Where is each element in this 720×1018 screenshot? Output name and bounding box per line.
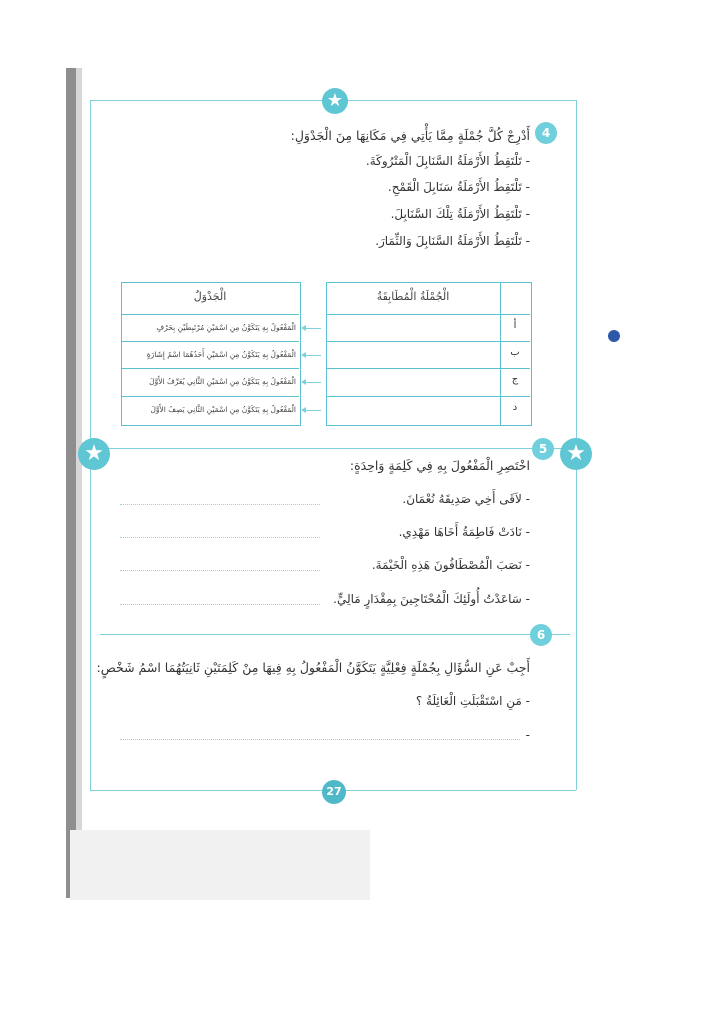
answer-line (120, 603, 320, 605)
arrow-left-icon (305, 328, 321, 329)
table-left-row-1: الْمَفْعُولُ بِهِ يَتَكَوَّنُ مِنِ اسْمَيْنِ مُرْتَبِطَيْنِ بِحَرْفٍ (156, 323, 296, 332)
exercise-4-item-2: - تَلْتَقِطُ الأَرْمَلَةُ سَنَابِلَ الْقَمْحِ. (387, 180, 530, 194)
table-left-row-divider (121, 314, 299, 315)
exercise-4-badge: 4 (535, 122, 557, 144)
answer-line (120, 738, 520, 740)
divider-line-1 (100, 448, 570, 449)
exercise-4-instruction: أَدْرِجْ كُلَّ جُمْلَةٍ مِمَّا يَأْتِي فِي مَكَانِهَا مِنَ الْجَدْوَلِ: (290, 128, 530, 143)
exercise-6-answer-dash: - (525, 728, 530, 742)
table-left-row-divider (121, 368, 299, 369)
exercise-4-item-3: - تَلْتَقِطُ الأَرْمَلَةُ تِلْكَ السَّنَابِلَ. (390, 207, 530, 221)
table-right-row-divider (326, 341, 530, 342)
table-right-row-divider (326, 314, 530, 315)
row-letter: د (512, 402, 518, 413)
exercise-5-instruction: اخْتَصِرِ الْمَفْعُولَ بِهِ فِي كَلِمَةٍ وَاحِدَةٍ: (349, 458, 530, 473)
arrow-left-icon (305, 410, 321, 411)
row-letter: ب (510, 347, 520, 358)
exercise-6-question: - مَنِ اسْتَقْبَلَتِ الْعَائِلَةُ ؟ (415, 694, 530, 708)
exercise-4-item-1: - تَلْتَقِطُ الأَرْمَلَةُ السَّنَابِلَ الْمَتْرُوكَةَ. (365, 154, 530, 168)
table-right-row-divider (326, 368, 530, 369)
exercise-6-badge: 6 (530, 624, 552, 646)
exercise-5-item-4: - سَاعَدْتُ أُولَئِكَ الْمُحْتَاجِينَ بِمِقْدَارٍ مَالِيٍّ. (333, 592, 530, 606)
exercise-5-item-2: - نَادَتْ فَاطِمَةُ أَخَاهَا مَهْدِي. (398, 525, 530, 539)
exercise-5-item-3: - نَصَبَ الْمُصْطَافُونَ هَذِهِ الْخَيْمَةَ. (371, 558, 530, 572)
divider-line-2 (100, 634, 570, 635)
exercise-5-item-1: - لاَقَى أَخِي صَدِيقَهُ نُعْمَانَ. (402, 492, 530, 506)
table-left-header: الْجَدْوَلُ (193, 290, 227, 303)
star-icon-left: ★ (78, 438, 110, 470)
table-left-row-3: الْمَفْعُولُ بِهِ يَتَكَوَّنُ مِنِ اسْمَيْنِ الثَّانِي يُعَرِّفُ الأَوَّلَ (149, 377, 296, 386)
table-right-row-divider (326, 396, 530, 397)
arrow-left-icon (305, 382, 321, 383)
scan-edge (66, 68, 76, 898)
answer-line (120, 569, 320, 571)
exercise-4-item-4: - تَلْتَقِطُ الأَرْمَلَةُ السَّنَابِلَ وَالثِّمَارَ. (375, 234, 530, 248)
table-left-row-divider (121, 341, 299, 342)
table-left-row-4: الْمَفْعُولُ بِهِ يَتَكَوَّنُ مِنِ اسْمَيْنِ الثَّانِي يَصِفُ الأَوَّلَ (150, 405, 296, 414)
table-right (326, 282, 532, 426)
scan-smudge (70, 830, 370, 900)
row-letter: ج (511, 374, 519, 385)
table-left-row-2: الْمَفْعُولُ بِهِ يَتَكَوَّنُ مِنِ اسْمَيْنِ أَحَدُهُمَا اسْمُ إِشَارَةٍ (146, 350, 296, 359)
exercise-6-instruction: أَجِبْ عَنِ السُّؤَالِ بِجُمْلَةٍ فِعْلِيَّةٍ يَتَكَوَّنُ الْمَفْعُولُ بِهِ فِيهَا مِنْ كَلِمَتَيْنِ ثَانِيَتُهُمَا اسْمُ شَخْصٍ: (96, 660, 530, 675)
ink-dot (608, 330, 620, 342)
table-left-row-divider (121, 396, 299, 397)
page-number: 27 (322, 780, 346, 804)
table-right-letter-column (500, 282, 501, 425)
answer-line (120, 503, 320, 505)
star-icon-right: ★ (560, 438, 592, 470)
row-letter: أ (513, 320, 517, 331)
table-right-header: الْجُمْلَةُ الْمُطَابِقَةُ (376, 290, 450, 303)
answer-line (120, 536, 320, 538)
arrow-left-icon (305, 355, 321, 356)
exercise-5-badge: 5 (532, 438, 554, 460)
star-icon-top: ★ (322, 88, 348, 114)
